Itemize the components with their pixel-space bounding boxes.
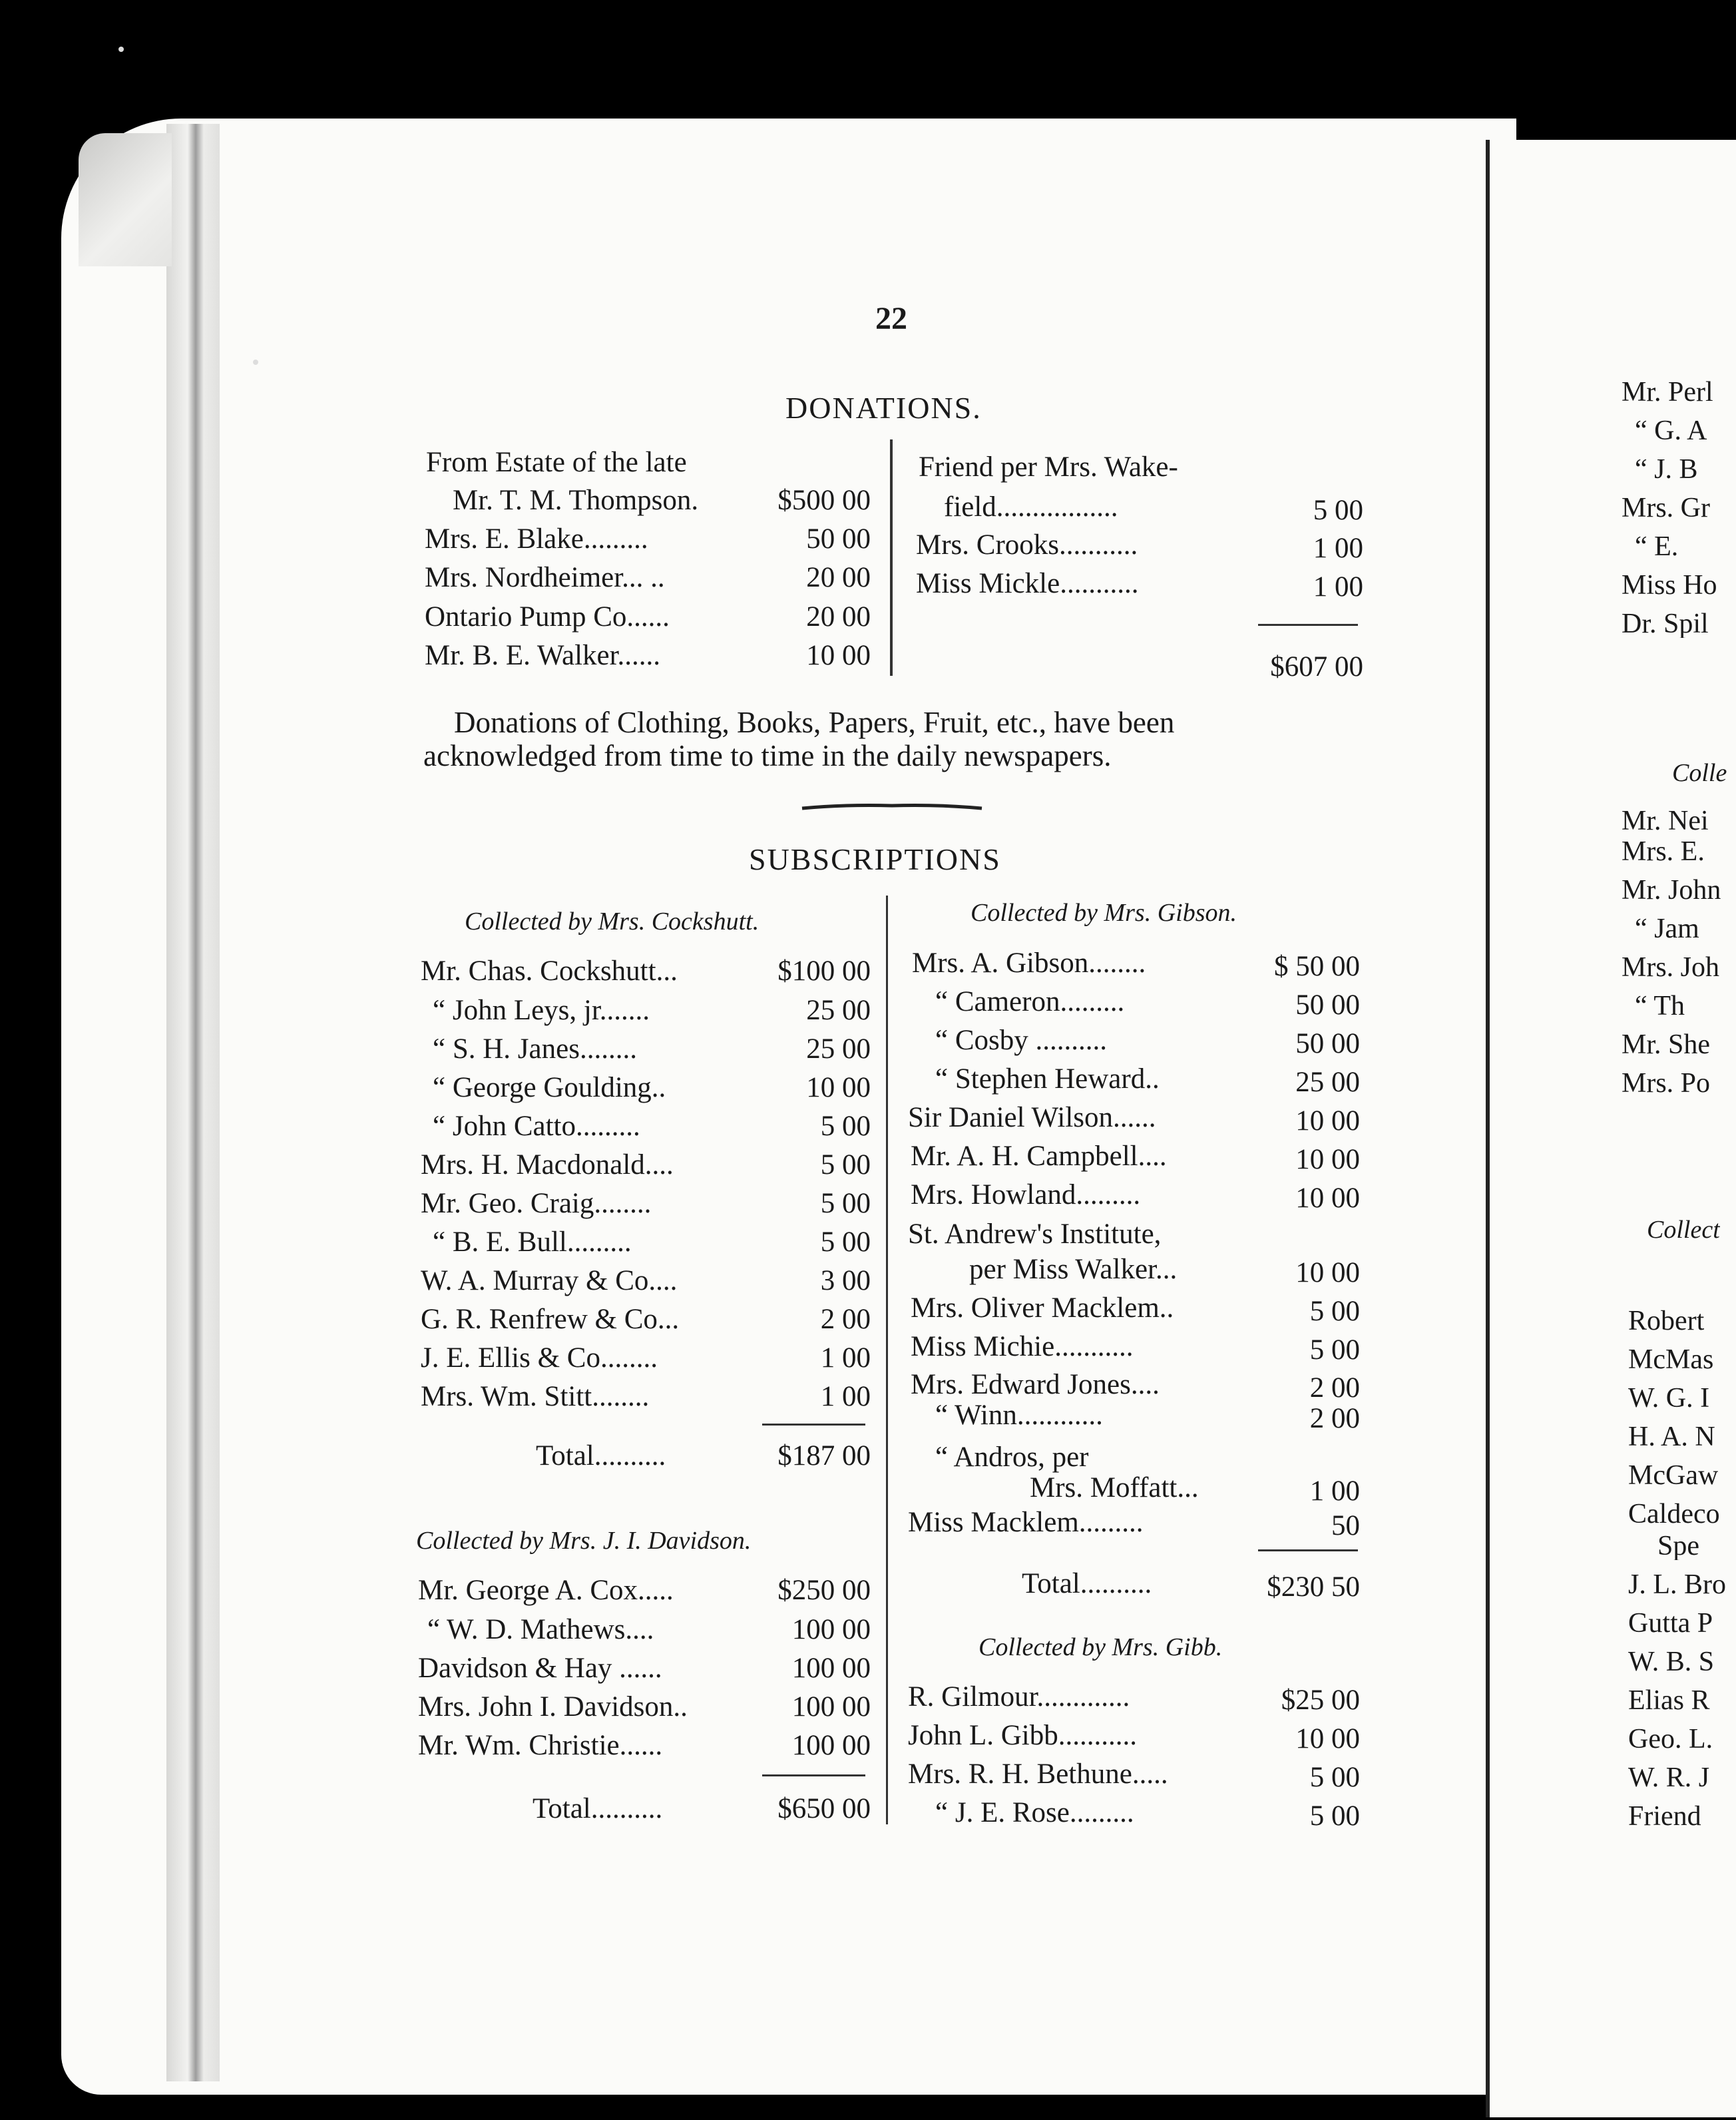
subscription-amount: 10 00 [1295, 1144, 1360, 1175]
donation-name: Mrs. E. Blake......... [425, 523, 648, 555]
subscription-name: G. R. Renfrew & Co... [421, 1304, 680, 1335]
subscription-amount: 1 00 [820, 1342, 871, 1374]
subscription-amount: 5 00 [820, 1188, 871, 1219]
fragment-text: W. B. S [1628, 1648, 1715, 1676]
subscription-amount: 3 00 [820, 1265, 871, 1296]
total-label: Total.......... [533, 1793, 663, 1824]
fragment-text: Mr. John [1622, 876, 1721, 904]
subscription-name: “ Cosby .......... [935, 1025, 1107, 1056]
subscription-name: “ Andros, per [935, 1442, 1089, 1473]
subscription-name: St. Andrew's Institute, [908, 1218, 1162, 1250]
subscription-amount: 25 00 [806, 1033, 871, 1065]
subscription-name: Sir Daniel Wilson...... [908, 1102, 1156, 1133]
fragment-text: McMas [1628, 1346, 1714, 1374]
subscription-name: Mrs. Howland......... [911, 1179, 1141, 1210]
collector-heading: Collected by Mrs. Gibson. [971, 899, 1237, 927]
donation-name: Mrs. Crooks........... [916, 529, 1138, 561]
donation-name: Miss Mickle........... [916, 568, 1139, 599]
collector-heading: Collected by Mrs. Gibb. [978, 1633, 1223, 1661]
subscription-amount: 100 00 [791, 1653, 871, 1684]
donation-name: Friend per Mrs. Wake- [919, 451, 1178, 483]
subscription-amount: 2 00 [820, 1304, 871, 1335]
total-rule [762, 1774, 865, 1776]
subscription-amount: 5 00 [820, 1226, 871, 1258]
subscription-amount: 100 00 [791, 1691, 871, 1723]
fragment-text: McGaw [1628, 1461, 1719, 1489]
speck [253, 360, 258, 365]
subscription-total: $230 50 [1267, 1571, 1360, 1603]
subscription-amount: 5 00 [1309, 1296, 1360, 1327]
fragment-text: “ J. B [1635, 455, 1698, 483]
subscription-amount: 50 00 [1295, 989, 1360, 1021]
fragment-heading: Colle [1672, 760, 1727, 786]
subscription-name: “ Stephen Heward.. [935, 1063, 1160, 1095]
subscription-amount: 100 00 [791, 1614, 871, 1645]
donation-name: Mrs. Nordheimer... .. [425, 562, 665, 593]
subscription-name: R. Gilmour............. [908, 1681, 1130, 1713]
fragment-text: Miss Ho [1622, 571, 1717, 599]
column-divider [890, 439, 893, 676]
fragment-text: Dr. Spil [1622, 610, 1709, 638]
donation-name: Mr. T. M. Thompson. [453, 485, 699, 516]
subscription-amount: 5 00 [1309, 1334, 1360, 1366]
subscription-amount: $25 00 [1281, 1685, 1360, 1716]
subscription-name: Mrs. A. Gibson........ [912, 947, 1146, 979]
subscription-name: “ Winn............ [935, 1400, 1103, 1431]
column-divider [886, 896, 888, 1824]
donation-amount: 20 00 [806, 601, 871, 633]
subscription-name: “ B. E. Bull......... [433, 1226, 632, 1258]
donation-name: Ontario Pump Co...... [425, 601, 670, 633]
fragment-text: Mrs. Joh [1622, 953, 1720, 981]
subscription-name: Mr. Geo. Craig........ [421, 1188, 652, 1219]
subscription-name: Miss Michie........... [911, 1331, 1134, 1362]
subscription-name: “ S. H. Janes........ [433, 1033, 637, 1065]
donations-title: DONATIONS. [785, 391, 982, 425]
total-rule [1258, 1549, 1358, 1551]
fragment-text: Mrs. Po [1622, 1069, 1711, 1097]
subscription-amount: 2 00 [1309, 1372, 1360, 1404]
fragment-text: Caldeco [1628, 1500, 1720, 1528]
collector-heading: Collected by Mrs. Cockshutt. [465, 908, 760, 935]
donation-amount: 10 00 [806, 640, 871, 671]
subscription-amount: 50 [1331, 1510, 1360, 1541]
donation-name: Mr. B. E. Walker...... [425, 640, 661, 671]
subscription-name: Mrs. R. H. Bethune..... [908, 1758, 1168, 1790]
fragment-text: H. A. N [1628, 1423, 1715, 1451]
fragment-text: “ Th [1635, 992, 1685, 1020]
subscription-amount: 10 00 [1295, 1723, 1360, 1754]
subscription-amount: 5 00 [1309, 1800, 1360, 1832]
subscription-name: Mr. George A. Cox..... [418, 1575, 674, 1606]
fragment-text: Mr. Nei [1622, 807, 1709, 835]
subscription-name: “ Cameron......... [935, 986, 1125, 1017]
donations-note-line: Donations of Clothing, Books, Papers, Fruit, etc., have been [454, 706, 1175, 739]
subscription-name: W. A. Murray & Co.... [421, 1265, 678, 1296]
subscription-amount: 10 00 [1295, 1257, 1360, 1288]
donation-amount: $500 00 [777, 485, 871, 516]
donation-name: field................. [944, 491, 1118, 523]
subscription-total: $650 00 [777, 1793, 871, 1824]
subscription-amount: $100 00 [777, 955, 871, 987]
subscription-name: “ John Catto......... [433, 1111, 640, 1142]
subscription-amount: 100 00 [791, 1730, 871, 1761]
fragment-text: Robert [1628, 1307, 1705, 1335]
subscription-amount: 25 00 [806, 995, 871, 1026]
subscription-name: “ George Goulding.. [433, 1072, 666, 1103]
subscription-name: Mrs. Moffatt... [1030, 1472, 1199, 1503]
donation-amount: 5 00 [1313, 495, 1363, 526]
subscription-amount: 10 00 [1295, 1105, 1360, 1137]
subscription-amount: $ 50 00 [1274, 951, 1360, 982]
fragment-text: Gutta P [1628, 1609, 1713, 1637]
fragment-text: Mrs. Gr [1622, 494, 1710, 522]
fragment-text: “ E. [1635, 533, 1679, 561]
fragment-text: Elias R [1628, 1687, 1710, 1715]
subscription-amount: 5 00 [820, 1149, 871, 1181]
subscription-name: Mrs. Oliver Macklem.. [911, 1292, 1174, 1324]
page-number: 22 [875, 301, 907, 336]
subscription-amount: 50 00 [1295, 1028, 1360, 1059]
fragment-text: Mr. Perl [1622, 378, 1713, 406]
subscription-amount: 10 00 [806, 1072, 871, 1103]
donations-note-line: acknowledged from time to time in the daily newspapers. [423, 739, 1112, 772]
total-rule [762, 1424, 865, 1426]
subscription-name: J. E. Ellis & Co........ [421, 1342, 658, 1374]
donations-note [423, 706, 1355, 772]
page-edge [166, 124, 220, 2081]
collector-heading: Collected by Mrs. J. I. Davidson. [416, 1527, 752, 1555]
subscription-name: Mr. Chas. Cockshutt... [421, 955, 678, 987]
subscription-name: “ W. D. Mathews.... [427, 1614, 654, 1645]
subscription-name: Mr. Wm. Christie...... [418, 1730, 663, 1761]
fragment-text: “ Jam [1635, 915, 1699, 943]
total-label: Total.......... [536, 1440, 666, 1471]
fragment-text: J. L. Bro [1628, 1571, 1726, 1599]
subscription-name: “ John Leys, jr....... [433, 995, 650, 1026]
donation-amount: 1 00 [1313, 571, 1363, 603]
speck [118, 47, 124, 52]
donations-total: $607 00 [1270, 651, 1363, 682]
subscriptions-title: SUBSCRIPTIONS [749, 842, 1001, 876]
subscription-name: Mrs. Wm. Stitt........ [421, 1381, 650, 1412]
page-fold [79, 133, 172, 266]
fragment-text: Mrs. E. [1622, 838, 1705, 866]
donations-total-rule [1258, 624, 1358, 626]
subscription-name: Mr. A. H. Campbell.... [911, 1141, 1167, 1172]
subscription-name: per Miss Walker... [969, 1254, 1178, 1285]
subscription-name: Mrs. H. Macdonald.... [421, 1149, 674, 1181]
donation-amount: 50 00 [806, 523, 871, 555]
subscription-name: Mrs. Edward Jones.... [911, 1369, 1160, 1400]
fragment-heading: Collect [1647, 1217, 1720, 1242]
fragment-text: Mr. She [1622, 1031, 1711, 1059]
fragment-text: W. R. J [1628, 1764, 1710, 1792]
subscription-name: Miss Macklem......... [908, 1507, 1144, 1538]
subscription-amount: 5 00 [1309, 1762, 1360, 1793]
donation-name: From Estate of the late [426, 447, 687, 478]
subscription-amount: 10 00 [1295, 1183, 1360, 1214]
subscription-amount: 1 00 [820, 1381, 871, 1412]
total-label: Total.......... [1022, 1568, 1152, 1599]
subscription-amount: 2 00 [1309, 1403, 1360, 1434]
subscription-name: John L. Gibb........... [908, 1720, 1137, 1751]
subscription-name: “ J. E. Rose......... [935, 1797, 1134, 1828]
fragment-text: Spe [1657, 1532, 1699, 1560]
subscription-name: Mrs. John I. Davidson.. [418, 1691, 688, 1723]
fragment-text: “ G. A [1635, 417, 1707, 445]
fragment-text: Geo. L. [1628, 1725, 1713, 1753]
subscription-amount: 25 00 [1295, 1067, 1360, 1098]
donation-amount: 1 00 [1313, 533, 1363, 564]
subscription-amount: $250 00 [777, 1575, 871, 1606]
subscription-amount: 1 00 [1309, 1475, 1360, 1507]
donation-amount: 20 00 [806, 562, 871, 593]
subscription-amount: 5 00 [820, 1111, 871, 1142]
subscription-name: Davidson & Hay ...... [418, 1653, 662, 1684]
fragment-text: Friend [1628, 1802, 1701, 1830]
fragment-text: W. G. I [1628, 1384, 1710, 1412]
subscription-total: $187 00 [777, 1440, 871, 1471]
ornamental-divider [799, 799, 985, 815]
